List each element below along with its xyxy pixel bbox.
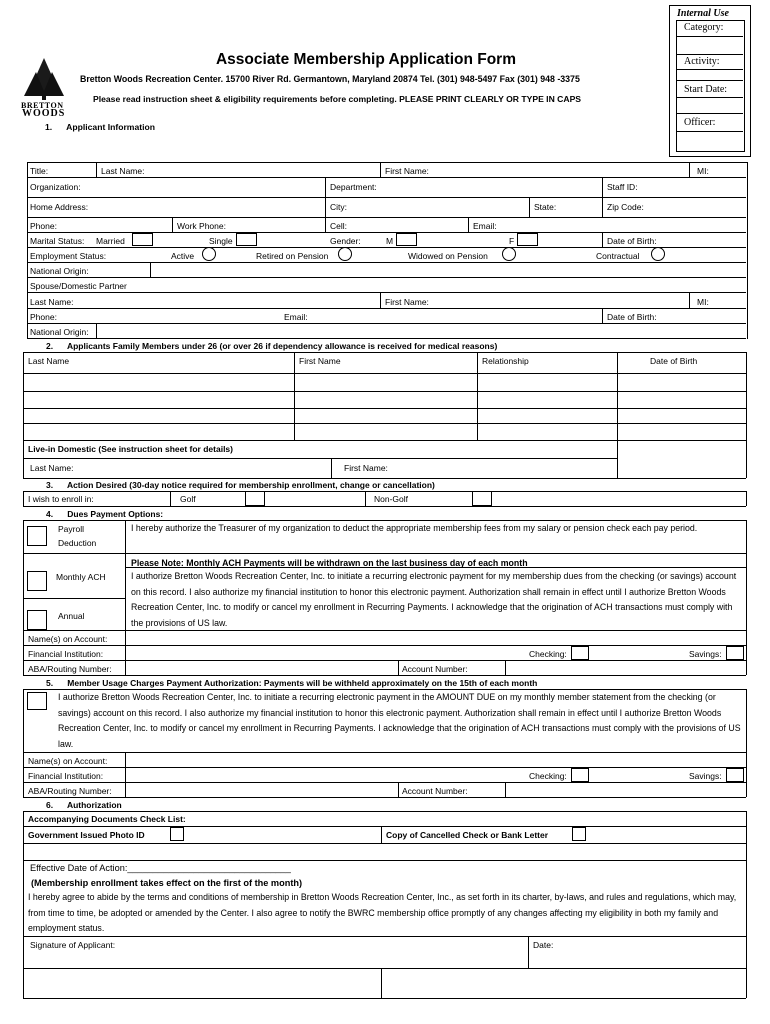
spouse-email-field[interactable]	[312, 310, 598, 322]
signature-field[interactable]	[26, 952, 524, 966]
contractual-label: Contractual	[596, 251, 640, 261]
dues-names-field[interactable]	[129, 632, 741, 644]
dues-aba-field[interactable]	[129, 662, 394, 674]
internal-officer-label: Officer:	[684, 117, 716, 128]
family-row2-first[interactable]	[298, 393, 473, 406]
mi-label: MI:	[697, 166, 709, 176]
national-origin-label: National Origin:	[30, 266, 89, 276]
non-golf-checkbox[interactable]	[472, 491, 492, 506]
phone-field[interactable]	[60, 219, 168, 231]
signature-date-label: Date:	[533, 940, 554, 950]
family-row3-first[interactable]	[298, 410, 473, 422]
section2-heading: 2. Applicants Family Members under 26 (or over 26 if dependency allowance is received for medical reasons)	[46, 341, 498, 351]
employment-status-label: Employment Status:	[30, 251, 107, 261]
single-checkbox[interactable]	[236, 233, 257, 246]
usage-savings-label: Savings:	[689, 771, 722, 781]
spouse-phone-label: Phone:	[30, 312, 57, 322]
active-label: Active	[171, 251, 195, 261]
city-field[interactable]	[350, 200, 525, 214]
dues-institution-field[interactable]	[129, 647, 524, 659]
spouse-first-name-label: First Name:	[385, 297, 429, 307]
dues-aba-label: ABA/Routing Number:	[28, 664, 112, 674]
spouse-dob-label: Date of Birth:	[607, 312, 657, 322]
family-col-last-name: Last Name	[28, 356, 70, 366]
section4-heading: 4. Dues Payment Options:	[46, 509, 164, 519]
department-label: Department:	[330, 182, 377, 192]
spouse-mi-field[interactable]	[712, 295, 742, 307]
usage-institution-label: Financial Institution:	[28, 771, 104, 781]
payroll-label: Payroll	[58, 524, 84, 534]
annual-label: Annual	[58, 611, 85, 621]
usage-institution-field[interactable]	[129, 769, 524, 781]
non-golf-label: Non-Golf	[374, 494, 409, 504]
logo-text-woods: WOODS	[22, 108, 66, 119]
married-label: Married	[96, 236, 125, 246]
usage-names-field[interactable]	[129, 754, 741, 766]
cancelled-check-label: Copy of Cancelled Check or Bank Letter	[386, 830, 549, 840]
dues-institution-label: Financial Institution:	[28, 649, 104, 659]
deduction-label: Deduction	[58, 538, 97, 548]
monthly-ach-label: Monthly ACH	[56, 572, 106, 582]
dues-account-field[interactable]	[509, 662, 741, 674]
dob-field[interactable]	[664, 234, 742, 246]
family-row1-last[interactable]	[26, 376, 290, 389]
title-field[interactable]	[55, 164, 93, 176]
mi-field[interactable]	[712, 164, 742, 176]
live-in-first-field[interactable]	[392, 461, 613, 475]
phone-label: Phone:	[30, 221, 57, 231]
department-field[interactable]	[385, 180, 597, 194]
staff-id-label: Staff ID:	[607, 182, 638, 192]
dues-checking-label: Checking:	[529, 649, 567, 659]
agreement-text: I hereby agree to abide by the terms and conditions of membership in Bretton Woods Recreation Center, Inc., as set forth in its charter, by-laws, and rules and regulations, which may, from time to time, be adopted or amended by the Center. I also agree to notify the BWRC membership office promptly of any changes affecting my eligibility in both my family and employment status.	[28, 892, 737, 933]
family-row4-first[interactable]	[298, 425, 473, 438]
cell-label: Cell:	[330, 221, 348, 231]
family-row1-relationship[interactable]	[481, 376, 613, 389]
work-phone-label: Work Phone:	[177, 221, 226, 231]
ach-note: Please Note: Monthly ACH Payments will be withdrawn on the last business day of each month	[131, 558, 528, 568]
spouse-first-name-field[interactable]	[433, 295, 685, 307]
section5-heading: 5. Member Usage Charges Payment Authorization: Payments will be withheld approximately on the 15th of each month	[46, 678, 538, 688]
national-origin-field[interactable]	[154, 264, 742, 276]
spouse-origin-field[interactable]	[100, 325, 742, 337]
dob-label: Date of Birth:	[607, 236, 657, 246]
logo-text-bretton: BRETTON	[21, 101, 64, 110]
family-row2-dob[interactable]	[621, 393, 742, 406]
family-row1-first[interactable]	[298, 376, 473, 389]
spouse-heading: Spouse/Domestic Partner	[30, 281, 127, 291]
family-col-dob: Date of Birth	[650, 356, 698, 366]
usage-checking-label: Checking:	[529, 771, 567, 781]
last-name-label: Last Name:	[101, 166, 145, 176]
spouse-origin-label: National Origin:	[30, 327, 89, 337]
annual-checkbox[interactable]	[27, 610, 47, 630]
city-label: City:	[330, 202, 347, 212]
monthly-ach-checkbox[interactable]	[27, 571, 47, 591]
live-in-first-label: First Name:	[344, 463, 388, 473]
effective-date-note: (Membership enrollment takes effect on the first of the month)	[31, 878, 303, 888]
dues-account-label: Account Number:	[402, 664, 468, 674]
gender-label: Gender:	[330, 236, 361, 246]
usage-authorization-text: I authorize Bretton Woods Recreation Center, Inc. to initiate a recurring electronic payment in the AMOUNT DUE on my monthly member statement from the checking (or savings) account on this record. I also authorize my financial institution to honor this electronic payment. Authorization shall remain in effect until I authorize Bretton Woods Recreation Center, Inc. to modify or cancel my enrollment in Recurring Payments. I acknowledge that the origination of ACH transactions must comply with the provisions of US law.	[58, 692, 741, 749]
photo-id-checkbox[interactable]	[170, 827, 184, 841]
family-row3-dob[interactable]	[621, 410, 742, 422]
usage-aba-label: ABA/Routing Number:	[28, 786, 112, 796]
marital-status-label: Marital Status:	[30, 236, 85, 246]
state-label: State:	[534, 202, 557, 212]
retired-radio[interactable]	[338, 247, 352, 261]
dues-checking-checkbox[interactable]	[571, 646, 589, 660]
last-name-field[interactable]	[150, 164, 376, 176]
family-row2-relationship[interactable]	[481, 393, 613, 406]
spouse-phone-field[interactable]	[60, 310, 280, 322]
contractual-radio[interactable]	[651, 247, 665, 261]
usage-checking-checkbox[interactable]	[571, 768, 589, 782]
cancelled-check-checkbox[interactable]	[572, 827, 586, 841]
family-row4-relationship[interactable]	[481, 425, 613, 438]
email-label: Email:	[473, 221, 497, 231]
family-col-first-name: First Name	[299, 356, 341, 366]
spouse-email-label: Email:	[284, 312, 308, 322]
work-phone-field[interactable]	[232, 219, 322, 231]
zip-code-label: Zip Code:	[607, 202, 644, 212]
header-instructions: Please read instruction sheet & eligibility requirements before completing. PLEASE PRINT CLEARLY OR TYPE IN CAPS	[93, 94, 582, 104]
signature-date-field[interactable]	[533, 952, 742, 966]
enroll-label: I wish to enroll in:	[28, 494, 94, 504]
family-row2-last[interactable]	[26, 393, 290, 406]
gender-m-label: M	[386, 236, 394, 246]
single-label: Single	[209, 236, 233, 246]
widowed-radio[interactable]	[502, 247, 516, 261]
payroll-checkbox[interactable]	[27, 526, 47, 546]
ach-authorization-text: I authorize Bretton Woods Recreation Center, Inc. to initiate a recurring electronic payment for my membership dues from the checking (or savings) account on this record. I also authorize my financial institution to honor this electronic payment. Authorization shall remain in effect until I authorize Bretton Woods Recreation Center, Inc. to modify or cancel my enrollment in Recurring Payments. I acknowledge that the origination of ACH transactions must comply with the provisions of US law.	[131, 571, 737, 628]
title-label: Title:	[30, 166, 49, 176]
family-row4-dob[interactable]	[621, 425, 742, 438]
gender-f-label: F	[509, 236, 515, 246]
retired-label: Retired on Pension	[256, 251, 329, 261]
dues-savings-checkbox[interactable]	[726, 646, 744, 660]
widowed-label: Widowed on Pension	[408, 251, 488, 261]
family-row3-last[interactable]	[26, 410, 290, 422]
internal-category-label: Category:	[684, 22, 724, 33]
checklist-heading: Accompanying Documents Check List:	[28, 814, 186, 824]
photo-id-label: Government Issued Photo ID	[28, 830, 145, 840]
live-in-last-field[interactable]	[78, 461, 327, 475]
first-name-label: First Name:	[385, 166, 429, 176]
golf-label: Golf	[180, 494, 196, 504]
dues-savings-label: Savings:	[689, 649, 722, 659]
usage-names-label: Name(s) on Account:	[28, 756, 108, 766]
spouse-last-name-field[interactable]	[78, 295, 376, 307]
spouse-mi-label: MI:	[697, 297, 709, 307]
usage-account-label: Account Number:	[402, 786, 468, 796]
live-in-last-label: Last Name:	[30, 463, 74, 473]
section3-heading: 3. Action Desired (30-day notice required for membership enrollment, change or cancellation)	[46, 480, 435, 490]
usage-savings-checkbox[interactable]	[726, 768, 744, 782]
active-radio[interactable]	[202, 247, 216, 261]
staff-id-field[interactable]	[645, 180, 742, 194]
gender-f-checkbox[interactable]	[517, 233, 538, 246]
spouse-dob-field[interactable]	[664, 310, 742, 322]
email-field[interactable]	[502, 219, 742, 231]
payroll-authorization-text: I hereby authorize the Treasurer of my organization to deduct the appropriate membership fees from my salary or pension check each pay period.	[131, 523, 698, 533]
live-in-heading: Live-in Domestic (See instruction sheet for details)	[28, 444, 233, 454]
section6-heading: 6. Authorization	[46, 800, 122, 810]
zip-code-field[interactable]	[648, 200, 742, 214]
family-row1-dob[interactable]	[621, 376, 742, 389]
family-row4-last[interactable]	[26, 425, 290, 438]
organization-label: Organization:	[30, 182, 81, 192]
usage-aba-field[interactable]	[129, 784, 394, 796]
usage-charges-checkbox[interactable]	[27, 692, 47, 710]
organization-field[interactable]	[88, 180, 320, 194]
gender-m-checkbox[interactable]	[396, 233, 417, 246]
dues-names-label: Name(s) on Account:	[28, 634, 108, 644]
signature-label: Signature of Applicant:	[30, 940, 116, 950]
married-checkbox[interactable]	[132, 233, 153, 246]
internal-use-title: Internal Use	[677, 8, 729, 19]
family-col-relationship: Relationship	[482, 356, 529, 366]
cell-field[interactable]	[350, 219, 464, 231]
golf-checkbox[interactable]	[245, 491, 265, 506]
internal-startdate-label: Start Date:	[684, 84, 728, 95]
usage-account-field[interactable]	[509, 784, 741, 796]
first-name-field[interactable]	[433, 164, 685, 176]
section1-heading: 1. Applicant Information	[45, 122, 155, 132]
home-address-label: Home Address:	[30, 202, 89, 212]
effective-date-label: Effective Date of Action:________________________________	[30, 863, 291, 873]
spouse-last-name-label: Last Name:	[30, 297, 74, 307]
family-row3-relationship[interactable]	[481, 410, 613, 422]
internal-activity-label: Activity:	[684, 56, 720, 67]
home-address-field[interactable]	[94, 200, 320, 214]
state-field[interactable]	[560, 200, 598, 214]
header-address: Bretton Woods Recreation Center. 15700 River Rd. Germantown, Maryland 20874 Tel. (301) 948-5497 Fax (301) 948 -3375	[80, 74, 580, 84]
page-title: Associate Membership Application Form	[215, 51, 516, 68]
